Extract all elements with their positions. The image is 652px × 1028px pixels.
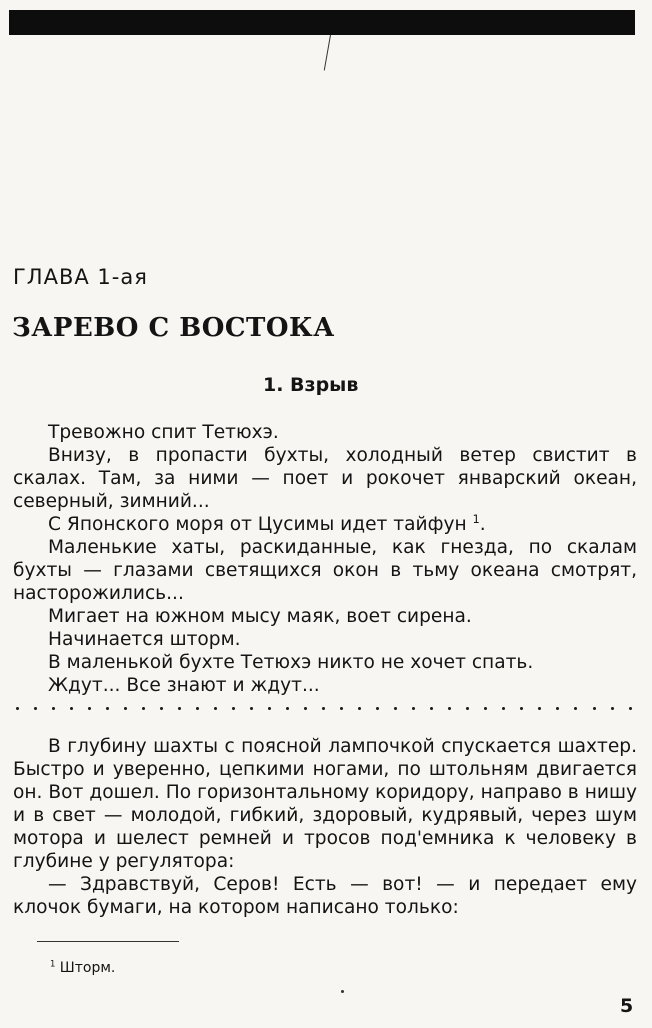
chapter-label: ГЛАВА 1-ая xyxy=(13,265,148,289)
footnote-marker: 1 xyxy=(50,958,56,969)
footnote-rule xyxy=(37,941,179,942)
paragraph-text: С Японского моря от Цусимы идет тайфун xyxy=(48,514,467,535)
section-title: 1. Взрыв xyxy=(263,374,359,396)
paragraph: Начинается шторм. xyxy=(48,629,241,650)
print-speck xyxy=(341,990,344,993)
top-rule xyxy=(9,10,635,35)
footnote-reference: 1 xyxy=(472,512,480,526)
paragraph: Ждут... Все знают и ждут... xyxy=(48,675,320,696)
paragraph-with-footnote xyxy=(13,513,637,536)
text-block-1 xyxy=(13,421,637,697)
paragraph: Маленькие хаты, раскиданные, как гнезда, по скалам бухты — глазами светящихся окон в тьму океана смотрят, насторожились... xyxy=(13,537,637,604)
section-break-dots xyxy=(16,707,632,710)
footnote xyxy=(50,960,115,976)
pen-stroke-mark xyxy=(324,35,331,71)
paragraph: — Здравствуй, Серов! Есть — вот! — и передает ему клочок бумаги, на котором написано только: xyxy=(13,874,637,918)
paragraph: В глубину шахты с поясной лампочкой спускается шахтер. Быстро и уверенно, цепкими ногами, по штольням двигается он. Вот дошел. По горизонтальному коридору, направо в нишу и в свет — молодой, гибкий, здоровый, кудрявый, через шум мотора и шелест ремней и тросов под'емника к человеку в глубине у регулятора: xyxy=(13,736,637,872)
paragraph: Тревожно спит Тетюхэ. xyxy=(48,422,279,443)
paragraph: Внизу, в пропасти бухты, холодный ветер свистит в скалах. Там, за ними — поет и рокочет январский океан, северный, зимний... xyxy=(13,445,637,512)
footnote-text: Шторм. xyxy=(59,960,116,976)
paragraph: Мигает на южном мысу маяк, воет сирена. xyxy=(48,606,472,627)
page-number: 5 xyxy=(620,995,634,1017)
text-block-2 xyxy=(13,735,637,919)
chapter-title: ЗАРЕВО С ВОСТОКА xyxy=(12,313,335,343)
paragraph-end-punctuation: . xyxy=(479,514,486,535)
paragraph: В маленькой бухте Тетюхэ никто не хочет спать. xyxy=(48,652,534,673)
